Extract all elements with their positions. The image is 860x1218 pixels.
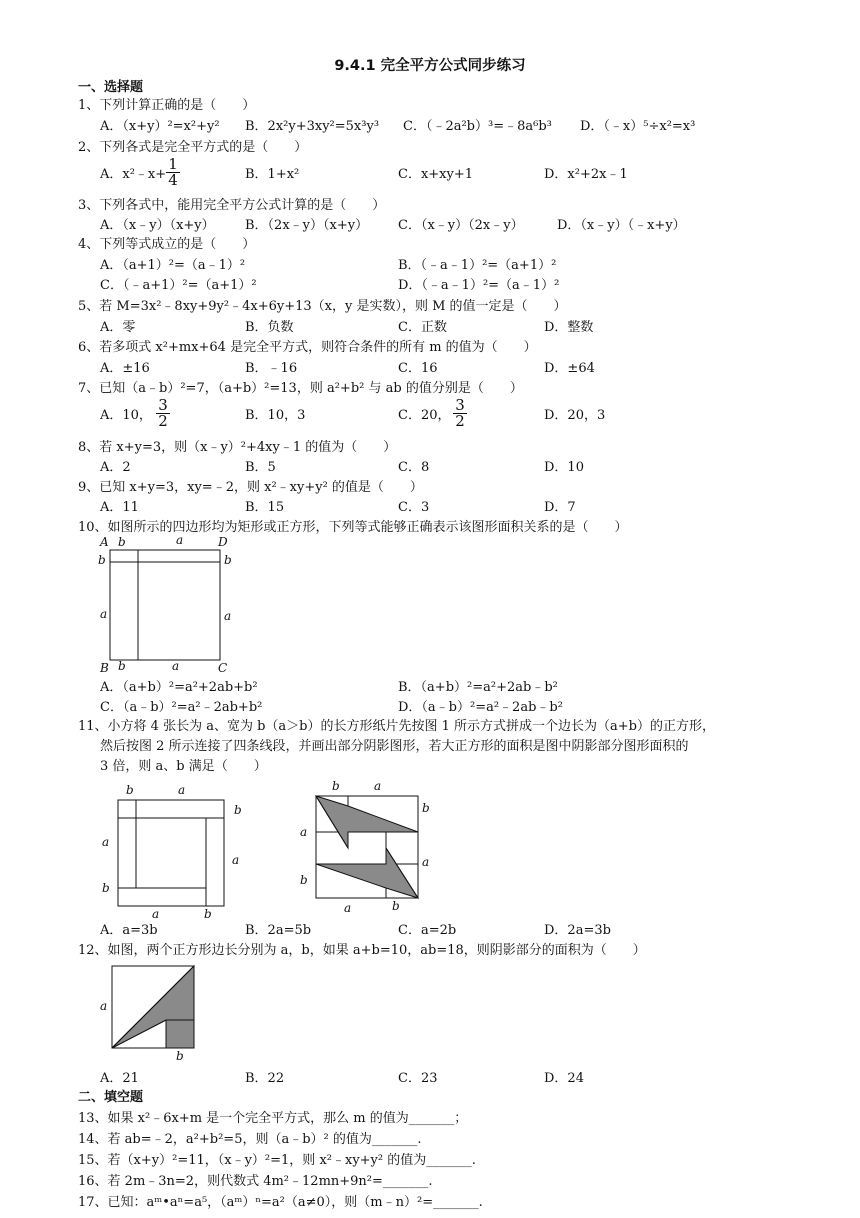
q10-option-b: B．（a+b）²=a²+2ab﹣b² xyxy=(398,680,558,695)
q8-option-c: C．8 xyxy=(398,460,430,475)
q1-option-c: C．（﹣2a²b）³=﹣8a⁶b³ xyxy=(403,119,552,134)
fig11b-label-right-a: a xyxy=(422,855,430,869)
q11-option-a: A．a=3b xyxy=(100,923,158,938)
fig11a-label-left-a: a xyxy=(102,835,110,849)
question-11-stem-line-2: 然后按图 2 所示连接了四条线段，并画出部分阴影图形，若大正方形的面积是图中阴影部分图形面积的 xyxy=(100,739,689,754)
q10-option-a: A．（a+b）²=a²+2ab+b² xyxy=(100,680,258,695)
fig11b-label-right-b: b xyxy=(422,801,430,815)
fig10-label-top-b: b xyxy=(118,535,126,549)
q3-option-a: A．（x﹣y）（x+y） xyxy=(100,218,215,233)
q2-option-d: D．x²+2x﹣1 xyxy=(544,167,628,182)
fig10-label-bottom-a: a xyxy=(172,659,180,673)
q7-fraction-a-denominator: 2 xyxy=(156,413,170,429)
q11-option-d: D．2a=3b xyxy=(544,923,611,938)
question-13-stem: 13、如果 x²﹣6x+m 是一个完全平方式，那么 m 的值为_______； xyxy=(78,1111,468,1126)
q8-option-a: A．2 xyxy=(100,460,131,475)
question-16-stem: 16、若 2m﹣3n=2，则代数式 4m²﹣12mn+9n²=_______. xyxy=(78,1174,433,1189)
fig10-label-left-a: a xyxy=(100,607,108,621)
fig10-label-C: C xyxy=(218,661,228,675)
fig11b-label-top-a: a xyxy=(374,779,382,793)
question-1-stem: 1、下列计算正确的是（ ） xyxy=(78,98,256,113)
question-11-stem-line-3: 3 倍，则 a、b 满足（ ） xyxy=(100,759,267,774)
q2-option-b: B．1+x² xyxy=(245,167,300,182)
q7-fraction-c-denominator: 2 xyxy=(453,413,467,429)
question-10-stem: 10、如图所示的四边形均为矩形或正方形，下列等式能够正确表示该图形面积关系的是（ ） xyxy=(78,520,628,535)
q5-option-b: B．负数 xyxy=(245,320,294,335)
page-title: 9.4.1 完全平方公式同步练习 xyxy=(334,58,526,74)
q7-fraction-a xyxy=(156,398,170,429)
q3-option-b: B．（2x﹣y）（x+y） xyxy=(245,218,369,233)
q1-option-a: A．（x+y）²=x²+y² xyxy=(100,119,220,134)
q7-fraction-c-numerator: 3 xyxy=(455,396,465,414)
q5-option-d: D．整数 xyxy=(544,320,594,335)
question-2-stem: 2、下列各式是完全平方式的是（ ） xyxy=(78,140,308,155)
q5-option-a: A．零 xyxy=(100,320,136,335)
fig11a-label-bottom-b: b xyxy=(204,907,212,920)
question-8-stem: 8、若 x+y=3，则（x﹣y）²+4xy﹣1 的值为（ ） xyxy=(78,440,397,455)
q7-option-d: D．20，3 xyxy=(544,408,606,423)
q3-option-d: D．（x﹣y）（﹣x+y） xyxy=(557,218,686,233)
question-14-stem: 14、若 ab=﹣2，a²+b²=5，则（a﹣b）² 的值为_______. xyxy=(78,1132,422,1147)
figure-q12-two-squares xyxy=(96,962,206,1066)
fig11b-label-top-b: b xyxy=(332,779,340,793)
q1-option-d: D．（﹣x）⁵÷x²=x³ xyxy=(580,119,696,134)
fig11a-label-top-b: b xyxy=(126,783,134,797)
q11-option-b: B．2a=5b xyxy=(245,923,312,938)
q7-option-c: C．20， xyxy=(398,408,451,423)
q4-option-d: D．（﹣a﹣1）²=（a﹣1）² xyxy=(398,278,560,293)
q9-option-c: C．3 xyxy=(398,500,430,515)
q9-option-a: A．11 xyxy=(100,500,139,515)
question-6-stem: 6、若多项式 x²+mx+64 是完全平方式，则符合条件的所有 m 的值为（ ） xyxy=(78,340,537,355)
fig11b-label-left-b: b xyxy=(300,873,308,887)
fig10-label-top-a: a xyxy=(176,534,184,547)
question-3-stem: 3、下列各式中，能用完全平方公式计算的是（ ） xyxy=(78,198,386,213)
q12-option-a: A．21 xyxy=(100,1071,139,1086)
question-11-stem-line-1: 11、小方将 4 张长为 a、宽为 b（a＞b）的长方形纸片先按图 1 所示方式拼成一个边长为（a+b）的正方形， xyxy=(78,719,715,734)
q1-option-b: B．2x²y+3xy²=5x³y³ xyxy=(245,119,380,134)
question-5-stem: 5、若 M=3x²﹣8xy+9y²﹣4x+6y+13（x，y 是实数），则 M 的值一定是（ ） xyxy=(78,299,567,314)
q2-fraction xyxy=(166,157,180,188)
figure-q11-fig1 xyxy=(96,778,246,920)
q4-option-c: C．（﹣a+1）²=（a+1）² xyxy=(100,278,257,293)
question-7-stem: 7、已知（a﹣b）²=7，（a+b）²=13，则 a²+b² 与 ab 的值分别是（ ） xyxy=(78,381,523,396)
question-4-stem: 4、下列等式成立的是（ ） xyxy=(78,237,256,252)
q8-option-d: D．10 xyxy=(544,460,584,475)
q12-option-d: D．24 xyxy=(544,1071,584,1086)
fig11a-label-top-a: a xyxy=(178,783,186,797)
question-17-stem: 17、已知：aᵐ•aⁿ=a⁵，（aᵐ）ⁿ=a²（a≠0），则（m﹣n）²=_______. xyxy=(78,1195,483,1210)
fig10-label-right-b: b xyxy=(224,553,232,567)
figure-q11-fig2 xyxy=(296,776,446,918)
section-choice-heading: 一、选择题 xyxy=(78,80,144,95)
q9-option-d: D．7 xyxy=(544,500,576,515)
q7-option-a: A．10， xyxy=(100,408,152,423)
fig10-label-B: B xyxy=(100,661,109,675)
question-9-stem: 9、已知 x+y=3，xy=﹣2，则 x²﹣xy+y² 的值是（ ） xyxy=(78,480,423,495)
q6-option-c: C．16 xyxy=(398,361,438,376)
fig11b-label-bottom-a: a xyxy=(344,901,352,915)
q2-fraction-numerator: 1 xyxy=(168,155,178,173)
section-fill-heading: 二、填空题 xyxy=(78,1090,144,1105)
fig10-label-D: D xyxy=(218,535,228,549)
fig10-label-left-b: b xyxy=(98,553,106,567)
q9-option-b: B．15 xyxy=(245,500,285,515)
fig11a-label-left-b: b xyxy=(102,881,110,895)
question-12-stem: 12、如图，两个正方形边长分别为 a，b，如果 a+b=10，ab=18，则阴影部分的面积为（ ） xyxy=(78,943,646,958)
q6-option-b: B．﹣16 xyxy=(245,361,298,376)
q7-fraction-a-numerator: 3 xyxy=(158,396,168,414)
q11-option-c: C．a=2b xyxy=(398,923,457,938)
q10-option-d: D．（a﹣b）²=a²﹣2ab﹣b² xyxy=(398,700,563,715)
q4-option-a: A．（a+1）²=（a﹣1）² xyxy=(100,258,246,273)
q7-option-b: B．10，3 xyxy=(245,408,306,423)
fig11a-label-right-a: a xyxy=(232,853,240,867)
q8-option-b: B．5 xyxy=(245,460,276,475)
fig10-label-right-a: a xyxy=(224,609,232,623)
q10-option-c: C．（a﹣b）²=a²﹣2ab+b² xyxy=(100,700,263,715)
q2-option-a: A．x²﹣x+ xyxy=(100,167,167,182)
q12-option-b: B．22 xyxy=(245,1071,285,1086)
fig11a-label-right-b: b xyxy=(234,803,242,817)
fig10-label-bottom-b: b xyxy=(118,659,126,673)
fig11b-label-left-a: a xyxy=(300,825,308,839)
fig12-label-b: b xyxy=(176,1049,184,1063)
question-15-stem: 15、若（x+y）²=11，（x﹣y）²=1，则 x²﹣xy+y² 的值为_______. xyxy=(78,1153,476,1168)
q6-option-d: D．±64 xyxy=(544,361,595,376)
q7-fraction-c xyxy=(453,398,467,429)
q5-option-c: C．正数 xyxy=(398,320,447,335)
q2-fraction-denominator: 4 xyxy=(166,172,180,188)
figure-q10-square-diagram xyxy=(98,534,238,676)
q2-option-c: C．x+xy+1 xyxy=(398,167,474,182)
fig10-label-A: A xyxy=(100,535,109,549)
fig12-label-a: a xyxy=(100,999,108,1013)
fig11a-label-bottom-a: a xyxy=(152,907,160,920)
fig11b-label-bottom-b: b xyxy=(392,899,400,913)
q4-option-b: B．（﹣a﹣1）²=（a+1）² xyxy=(398,258,557,273)
q3-option-c: C．（x﹣y）（2x﹣y） xyxy=(398,218,524,233)
q6-option-a: A．±16 xyxy=(100,361,150,376)
q12-option-c: C．23 xyxy=(398,1071,438,1086)
